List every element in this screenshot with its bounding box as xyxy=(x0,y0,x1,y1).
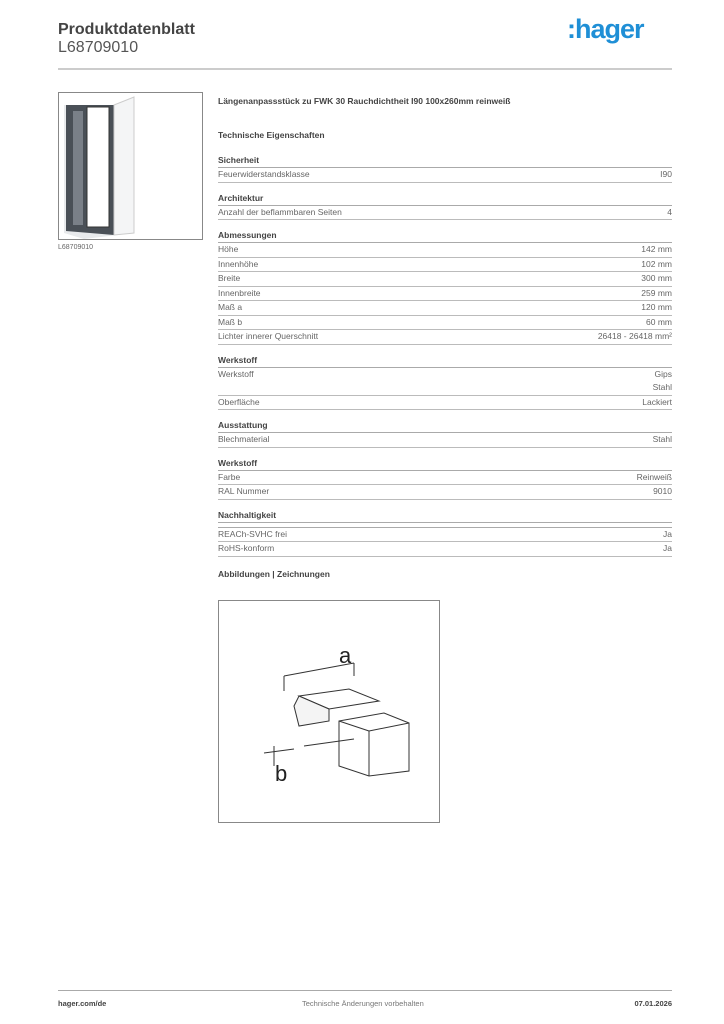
section-abmessungen xyxy=(218,229,672,345)
property-row xyxy=(218,368,672,396)
drawings-heading: Abbildungen | Zeichnungen xyxy=(218,568,330,579)
property-label: Oberfläche xyxy=(218,396,260,407)
property-label: Innenhöhe xyxy=(218,258,259,269)
product-name: Längenanpassstück zu FWK 30 Rauchdichtheit I90 100x260mm reinweiß xyxy=(218,96,511,106)
section-title: Sicherheit xyxy=(218,154,672,168)
property-label: Feuerwiderstandsklasse xyxy=(218,169,310,179)
property-value: 300 mm xyxy=(641,273,672,283)
dimension-drawing xyxy=(218,600,440,823)
property-value: Lackiert xyxy=(642,396,672,407)
property-value: Gips Stahl xyxy=(652,368,672,392)
tech-heading: Technische Eigenschaften xyxy=(218,130,325,140)
property-value: 120 mm xyxy=(641,302,672,312)
property-value: Ja xyxy=(663,528,672,539)
section-title: Architektur xyxy=(218,192,672,206)
section-nachhaltigkeit xyxy=(218,509,672,557)
property-row xyxy=(218,287,672,302)
section-architektur xyxy=(218,192,672,221)
section-title: Werkstoff xyxy=(218,354,672,368)
footer-date: 07.01.2026 xyxy=(634,999,672,1008)
property-value: 102 mm xyxy=(641,258,672,269)
property-label: Lichter innerer Querschnitt xyxy=(218,331,319,341)
property-label: RAL Nummer xyxy=(218,486,270,496)
property-value: Reinweiß xyxy=(636,471,672,482)
header-divider xyxy=(58,68,672,70)
product-code: L68709010 xyxy=(58,39,139,56)
footer-divider xyxy=(58,990,672,991)
property-label: Breite xyxy=(218,273,241,283)
section-werkstoff xyxy=(218,354,672,411)
property-row xyxy=(218,528,672,543)
property-label: Anzahl der beflammbaren Seiten xyxy=(218,206,342,217)
section-title: Nachhaltigkeit xyxy=(218,509,672,523)
section-title: Ausstattung xyxy=(218,419,672,433)
property-row xyxy=(218,272,672,287)
label-a: a xyxy=(339,643,352,668)
page-title: Produktdatenblatt xyxy=(58,21,195,38)
property-label: Innenbreite xyxy=(218,287,261,298)
property-label: RoHS-konform xyxy=(218,543,275,553)
footer-website[interactable]: hager.com/de xyxy=(58,999,107,1008)
section-title: Abmessungen xyxy=(218,229,672,243)
property-row xyxy=(218,258,672,273)
property-row xyxy=(218,206,672,221)
property-value: 60 mm xyxy=(646,316,672,327)
property-row xyxy=(218,243,672,258)
property-row xyxy=(218,301,672,316)
property-value: 259 mm xyxy=(641,287,672,298)
property-value: 4 xyxy=(667,206,672,217)
property-row xyxy=(218,471,672,486)
property-label: Werkstoff xyxy=(218,368,254,379)
footer-note: Technische Änderungen vorbehalten xyxy=(302,999,424,1008)
property-row xyxy=(218,433,672,448)
property-label: Farbe xyxy=(218,471,241,482)
property-label: Maß a xyxy=(218,302,243,312)
section-title: Werkstoff xyxy=(218,457,672,471)
hager-logo: :hager xyxy=(567,14,644,44)
property-value: Ja xyxy=(663,543,672,553)
label-b: b xyxy=(275,761,288,786)
property-row xyxy=(218,396,672,411)
properties xyxy=(218,96,672,579)
property-value: I90 xyxy=(660,169,672,179)
property-row xyxy=(218,168,672,183)
property-value: 9010 xyxy=(653,486,672,496)
property-value: 142 mm xyxy=(641,244,672,254)
property-label: Höhe xyxy=(218,244,239,254)
section-sicherheit xyxy=(218,154,672,183)
product-image xyxy=(58,92,203,240)
property-label: Maß b xyxy=(218,316,243,327)
section-ausstattung xyxy=(218,419,672,448)
image-caption: L68709010 xyxy=(58,244,94,251)
property-label: Blechmaterial xyxy=(218,434,270,444)
property-row xyxy=(218,485,672,500)
property-row xyxy=(218,330,672,345)
property-row xyxy=(218,542,672,557)
property-row xyxy=(218,316,672,331)
property-value: Stahl xyxy=(652,434,672,444)
property-label: REACh-SVHC frei xyxy=(218,528,287,539)
section-werkstoff xyxy=(218,457,672,500)
property-value: 26418 - 26418 mm² xyxy=(597,331,672,341)
